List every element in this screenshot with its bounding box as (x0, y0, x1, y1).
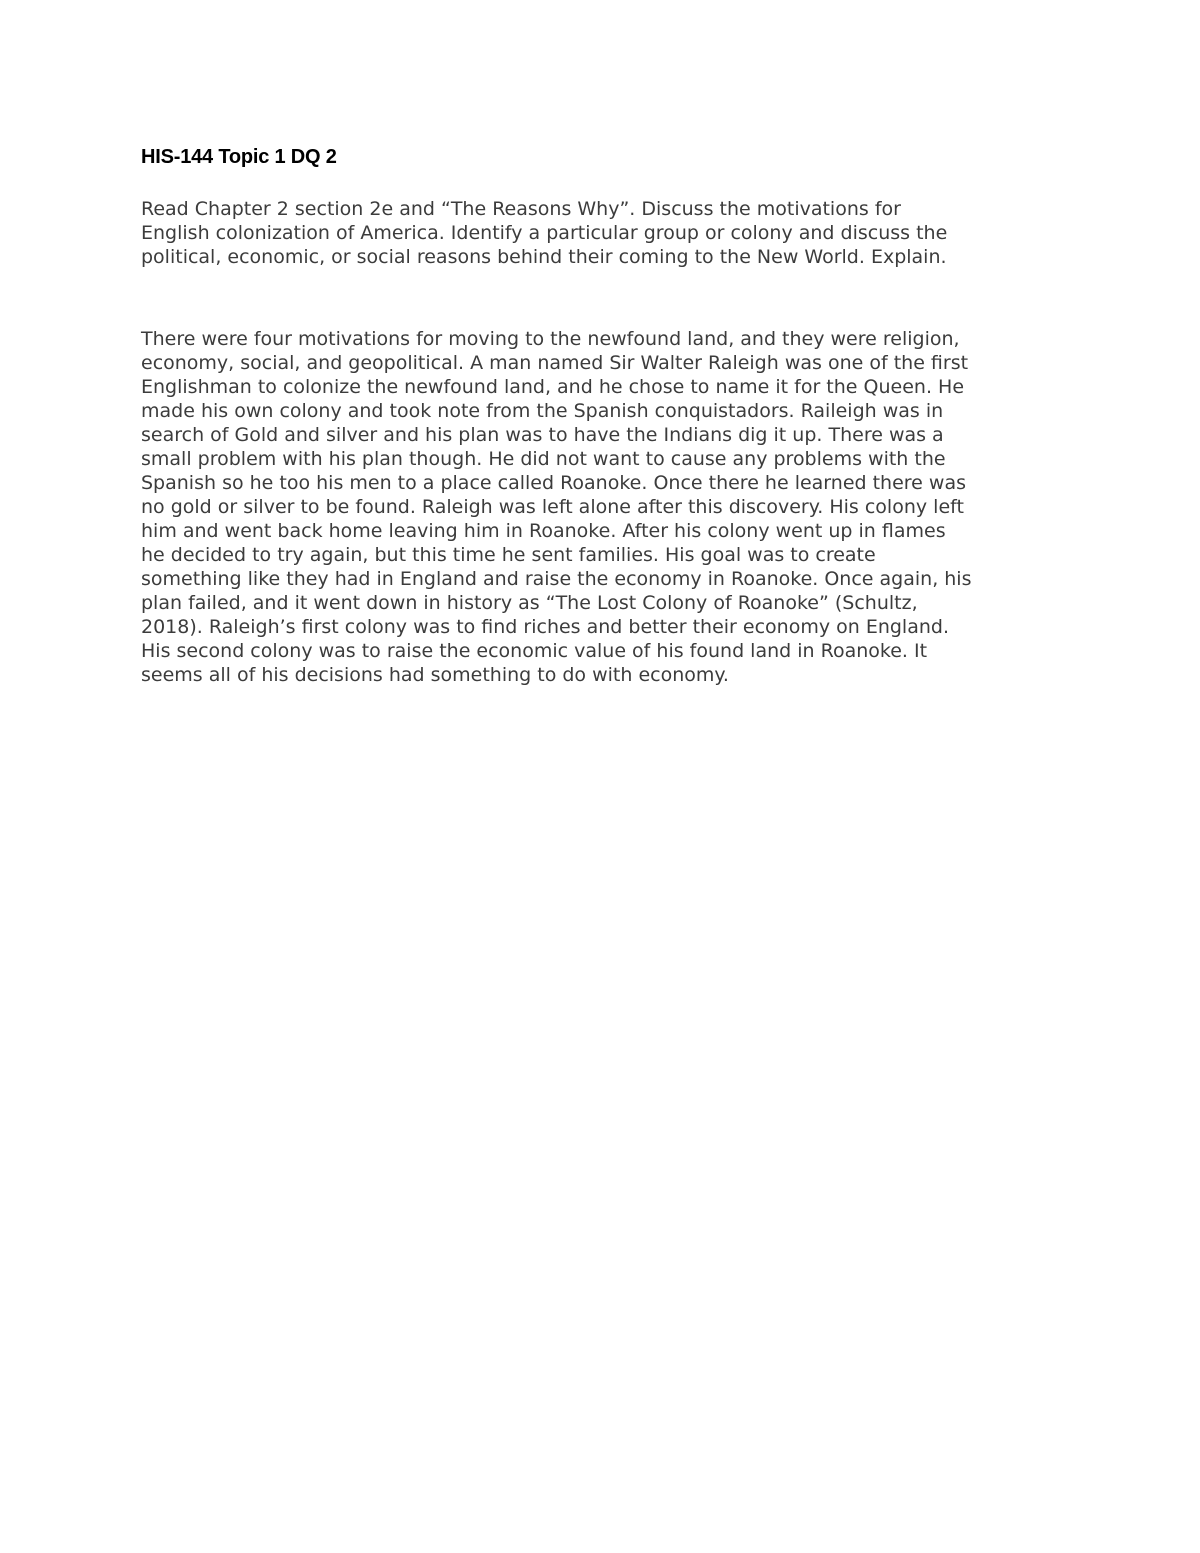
response-line: something like they had in England and raise the economy in Roanoke. Once again, his (141, 568, 972, 590)
document-title: HIS-144 Topic 1 DQ 2 (141, 146, 337, 168)
paragraph-spacer (141, 269, 1071, 327)
response-line: no gold or silver to be found. Raleigh was left alone after this discovery. His colony left (141, 496, 964, 518)
prompt-line: English colonization of America. Identify a particular group or colony and discuss the (141, 222, 948, 244)
response-paragraph (141, 327, 1071, 687)
response-line: seems all of his decisions had something to do with economy. (141, 664, 729, 686)
document-body (141, 143, 1071, 687)
response-line: His second colony was to raise the economic value of his found land in Roanoke. It (141, 640, 928, 662)
response-line: he decided to try again, but this time he sent families. His goal was to create (141, 544, 876, 566)
prompt-line: Read Chapter 2 section 2e and “The Reasons Why”. Discuss the motivations for (141, 198, 901, 220)
response-line: plan failed, and it went down in history as “The Lost Colony of Roanoke” (Schultz, (141, 592, 918, 614)
response-line: Englishman to colonize the newfound land, and he chose to name it for the Queen. He (141, 376, 965, 398)
response-line: made his own colony and took note from the Spanish conquistadors. Raileigh was in (141, 400, 944, 422)
response-line: search of Gold and silver and his plan was to have the Indians dig it up. There was a (141, 424, 944, 446)
response-line: him and went back home leaving him in Roanoke. After his colony went up in flames (141, 520, 946, 542)
response-line: There were four motivations for moving to the newfound land, and they were religion, (141, 328, 960, 350)
prompt-paragraph (141, 197, 1071, 269)
response-line: 2018). Raleigh’s first colony was to find riches and better their economy on England. (141, 616, 950, 638)
response-line: Spanish so he too his men to a place called Roanoke. Once there he learned there was (141, 472, 966, 494)
response-line: small problem with his plan though. He did not want to cause any problems with the (141, 448, 946, 470)
response-line: economy, social, and geopolitical. A man named Sir Walter Raleigh was one of the first (141, 352, 969, 374)
prompt-line: political, economic, or social reasons behind their coming to the New World. Explain. (141, 246, 947, 268)
